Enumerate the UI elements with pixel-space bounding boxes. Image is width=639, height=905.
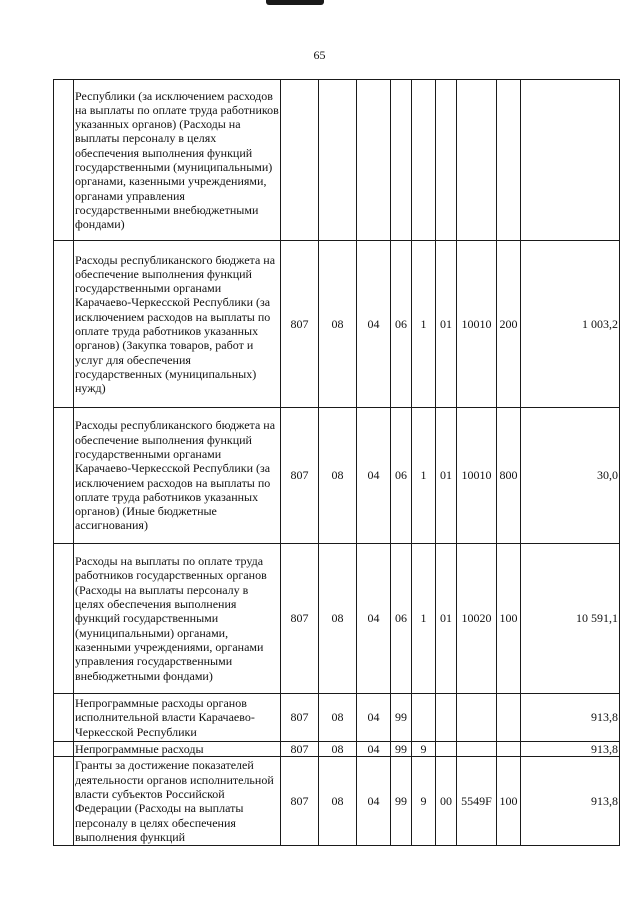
section-code-cell: 08 bbox=[319, 757, 357, 846]
row-number-cell bbox=[54, 408, 74, 544]
row-number-cell bbox=[54, 80, 74, 241]
expense-type-code-cell: 100 bbox=[497, 544, 521, 694]
program-code-cell: 06 bbox=[391, 241, 412, 408]
subprogram-code-cell: 1 bbox=[412, 408, 436, 544]
row-number-cell bbox=[54, 241, 74, 408]
row-number-cell bbox=[54, 742, 74, 757]
program-code-cell: 99 bbox=[391, 742, 412, 757]
row-number-cell bbox=[54, 757, 74, 846]
row-name-cell: Расходы на выплаты по оплате труда работников государственных органов (Расходы на выплаты персоналу в целях обеспечения выполнения функций государственными (муниципальными) органами, казенными учреждениями, органами управления государственными внебюджетными фондами) bbox=[74, 544, 281, 694]
direction-code-cell: 10020 bbox=[457, 544, 497, 694]
page-number: 65 bbox=[313, 48, 326, 62]
direction-code-cell: 10010 bbox=[457, 241, 497, 408]
program-code-cell: 06 bbox=[391, 544, 412, 694]
main-event-code-cell bbox=[436, 742, 457, 757]
direction-code-cell bbox=[457, 80, 497, 241]
ministry-code-cell: 807 bbox=[281, 408, 319, 544]
table-row bbox=[54, 80, 620, 241]
subsection-code-cell: 04 bbox=[357, 544, 391, 694]
ministry-code-cell: 807 bbox=[281, 694, 319, 742]
budget-table bbox=[53, 79, 620, 846]
subsection-code-cell: 04 bbox=[357, 742, 391, 757]
main-event-code-cell: 01 bbox=[436, 408, 457, 544]
amount-cell: 30,0 bbox=[521, 408, 620, 544]
section-code-cell: 08 bbox=[319, 742, 357, 757]
amount-cell: 913,8 bbox=[521, 757, 620, 846]
table-row bbox=[54, 742, 620, 757]
subprogram-code-cell bbox=[412, 694, 436, 742]
expense-type-code-cell bbox=[497, 80, 521, 241]
expense-type-code-cell: 200 bbox=[497, 241, 521, 408]
expense-type-code-cell bbox=[497, 742, 521, 757]
subsection-code-cell: 04 bbox=[357, 241, 391, 408]
expense-type-code-cell: 800 bbox=[497, 408, 521, 544]
ministry-code-cell: 807 bbox=[281, 241, 319, 408]
program-code-cell: 99 bbox=[391, 757, 412, 846]
row-number-cell bbox=[54, 694, 74, 742]
table-row bbox=[54, 408, 620, 544]
program-code-cell bbox=[391, 80, 412, 241]
expense-type-code-cell bbox=[497, 694, 521, 742]
ministry-code-cell bbox=[281, 80, 319, 241]
amount-cell bbox=[521, 80, 620, 241]
amount-cell: 1 003,2 bbox=[521, 241, 620, 408]
amount-cell: 913,8 bbox=[521, 742, 620, 757]
row-number-cell bbox=[54, 544, 74, 694]
row-name-cell: Расходы республиканского бюджета на обеспечение выполнения функций государственными органами Карачаево-Черкесской Республики (за исключением расходов на выплаты по оплате труда работников указанных органов) (Закупка товаров, работ и услуг для обеспечения государственных (муниципальных) нужд) bbox=[74, 241, 281, 408]
budget-table-body bbox=[54, 80, 620, 846]
table-row bbox=[54, 241, 620, 408]
amount-cell: 10 591,1 bbox=[521, 544, 620, 694]
section-code-cell: 08 bbox=[319, 241, 357, 408]
section-code-cell: 08 bbox=[319, 408, 357, 544]
amount-cell: 913,8 bbox=[521, 694, 620, 742]
section-code-cell bbox=[319, 80, 357, 241]
table-row bbox=[54, 757, 620, 846]
main-event-code-cell bbox=[436, 694, 457, 742]
table-row bbox=[54, 544, 620, 694]
expense-type-code-cell: 100 bbox=[497, 757, 521, 846]
program-code-cell: 99 bbox=[391, 694, 412, 742]
subsection-code-cell: 04 bbox=[357, 408, 391, 544]
row-name-cell: Расходы республиканского бюджета на обеспечение выполнения функций государственными органами Карачаево-Черкесской Республики (за исключением расходов на выплаты по оплате труда работников указанных органов) (Иные бюджетные ассигнования) bbox=[74, 408, 281, 544]
main-event-code-cell: 01 bbox=[436, 241, 457, 408]
main-event-code-cell: 01 bbox=[436, 544, 457, 694]
subsection-code-cell: 04 bbox=[357, 757, 391, 846]
subsection-code-cell bbox=[357, 80, 391, 241]
table-row bbox=[54, 694, 620, 742]
subprogram-code-cell: 9 bbox=[412, 757, 436, 846]
direction-code-cell bbox=[457, 694, 497, 742]
subprogram-code-cell: 1 bbox=[412, 241, 436, 408]
subprogram-code-cell: 9 bbox=[412, 742, 436, 757]
subprogram-code-cell: 1 bbox=[412, 544, 436, 694]
direction-code-cell bbox=[457, 742, 497, 757]
row-name-cell: Республики (за исключением расходов на выплаты по оплате труда работников указанных органов) (Расходы на выплаты персоналу в целях обеспечения выполнения функций государственными (муниципальными) органами, казенными учреждениями, органами управления государственными внебюджетными фондами) bbox=[74, 80, 281, 241]
section-code-cell: 08 bbox=[319, 694, 357, 742]
program-code-cell: 06 bbox=[391, 408, 412, 544]
row-name-cell: Гранты за достижение показателей деятельности органов исполнительной власти субъектов Российской Федерации (Расходы на выплаты персоналу в целях обеспечения выполнения функций bbox=[74, 757, 281, 846]
direction-code-cell: 5549F bbox=[457, 757, 497, 846]
row-name-cell: Непрограммные расходы bbox=[74, 742, 281, 757]
row-name-cell: Непрограммные расходы органов исполнительной власти Карачаево-Черкесской Республики bbox=[74, 694, 281, 742]
subprogram-code-cell bbox=[412, 80, 436, 241]
main-event-code-cell bbox=[436, 80, 457, 241]
ministry-code-cell: 807 bbox=[281, 742, 319, 757]
direction-code-cell: 10010 bbox=[457, 408, 497, 544]
scan-artifact-mark bbox=[266, 0, 324, 5]
main-event-code-cell: 00 bbox=[436, 757, 457, 846]
section-code-cell: 08 bbox=[319, 544, 357, 694]
ministry-code-cell: 807 bbox=[281, 544, 319, 694]
subsection-code-cell: 04 bbox=[357, 694, 391, 742]
ministry-code-cell: 807 bbox=[281, 757, 319, 846]
